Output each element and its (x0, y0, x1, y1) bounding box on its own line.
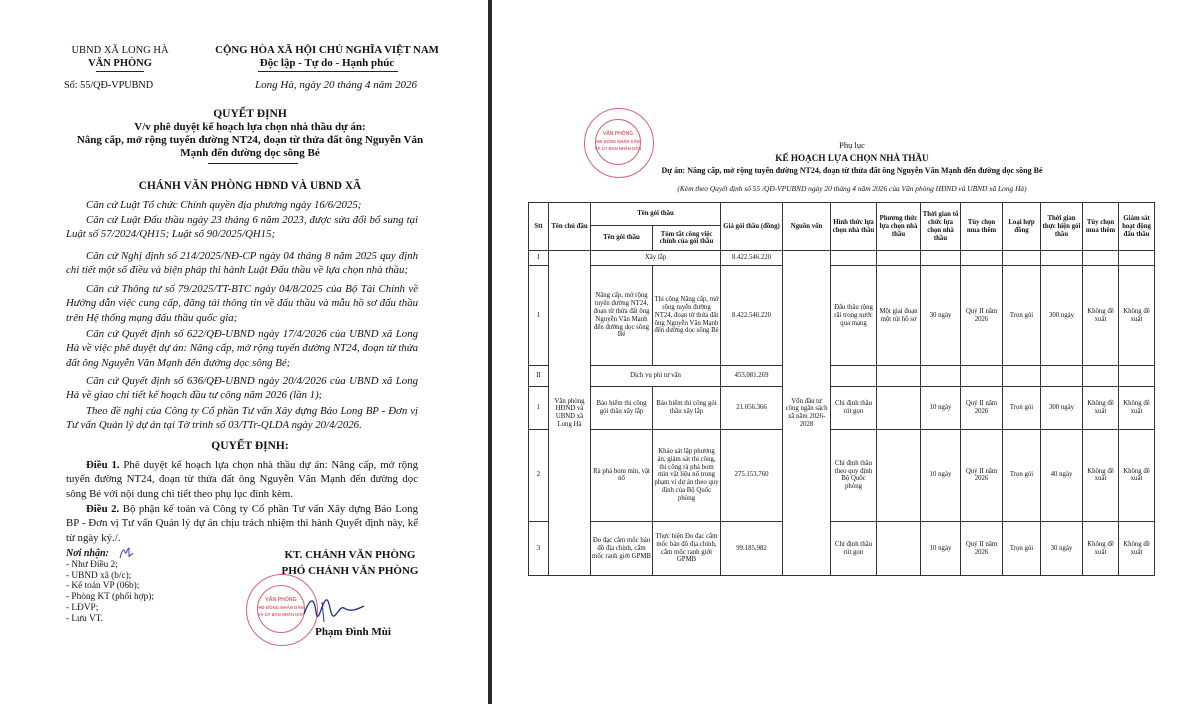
national-motto: CỘNG HÒA XÃ HỘI CHỦ NGHĨA VIỆT NAM (215, 44, 439, 56)
subject-line3: Mạnh đến đường dọc sông Bé (180, 147, 320, 159)
col-supervision: Giám sát hoạt động đấu thầu (1119, 203, 1155, 251)
row-start: Quý II năm 2026 (961, 429, 1003, 522)
document-title: QUYẾT ĐỊNH (213, 108, 287, 120)
col-package-group: Tên gói thầu (591, 203, 721, 226)
row-option: Không đề xuất (1083, 522, 1119, 576)
recipient-item: - LĐVP; (66, 602, 99, 613)
table-row (529, 522, 1155, 576)
row-mode (877, 387, 921, 429)
row-price: 21.056.366 (721, 387, 783, 429)
source-cell: Vốn đầu tư công ngân sách xã năm 2026-2028 (783, 251, 831, 576)
article-1-label: Điều 1. (86, 459, 120, 471)
col-package-name: Tên gói thầu (591, 226, 653, 251)
recipient-item: - Phòng KT (phối hợp); (66, 592, 154, 603)
seal-line2: HĐ ĐỒNG NHÂN DÂN (258, 605, 304, 610)
basis-paragraph: Theo đề nghị của Công ty Cổ phần Tư vấn Xây dựng Bảo Long BP - Đơn vị Tư vấn Quản lý dự án tại Tờ trình số 03/TTr-QLDA ngày 20/4/2026. (66, 405, 418, 432)
sign-role-1: KT. CHÁNH VĂN PHÒNG (284, 549, 416, 561)
article-2 (66, 502, 418, 545)
section-name: Dịch vụ phi tư vấn (591, 366, 721, 387)
row-supervision: Không đề xuất (1119, 522, 1155, 576)
initials-mark (118, 546, 134, 560)
decision-number: Số: 55/QĐ-VPUBND (64, 80, 154, 91)
subject-line2: Nâng cấp, mở rộng tuyến đường NT24, đoạn từ thửa đất ông Nguyễn Văn (76, 134, 424, 146)
col-start: Tùy chọn mua thêm (961, 203, 1003, 251)
decides-heading: QUYẾT ĐỊNH: (211, 440, 289, 452)
appendix-title: KẾ HOẠCH LỰA CHỌN NHÀ THẦU (775, 153, 929, 163)
basis-paragraph: Căn cứ Luật Tổ chức Chính quyền địa phương ngày 16/6/2025; (86, 199, 362, 211)
article-1-text: Phê duyệt kế hoạch lựa chọn nhà thầu dự án: Nâng cấp, mở rộng tuyến đường NT24, đoạn từ thửa đất ông Nguyễn Văn Mạnh đến đường dọc sông Bé với nội dung chi tiết theo phụ lục đính kèm. (66, 459, 418, 500)
row-stt: 3 (529, 522, 549, 576)
appendix-seal-line2: HĐ ĐỒNG NHÂN DÂN (596, 139, 640, 144)
row-exec: 300 ngày (1041, 387, 1083, 429)
appendix-seal-line3: VÀ ỦY BAN NHÂN DÂN (594, 146, 642, 151)
col-method: Hình thức lựa chọn nhà thầu (831, 203, 877, 251)
basis-paragraph: Căn cứ Nghị định số 214/2025/NĐ-CP ngày 04 tháng 8 năm 2025 quy định chi tiết một số điều và biện pháp thi hành Luật Đấu thầu về lựa chọn nhà thầu; (66, 250, 418, 277)
appendix-seal-line1: VĂN PHÒNG (602, 131, 634, 137)
row-supervision: Không đề xuất (1119, 387, 1155, 429)
row-supervision: Không đề xuất (1119, 266, 1155, 366)
row-supervision: Không đề xuất (1119, 429, 1155, 522)
col-duration: Thời gian tổ chức lựa chọn nhà thầu (921, 203, 961, 251)
sign-role-2: PHÓ CHÁNH VĂN PHÒNG (281, 565, 419, 577)
row-stt: 1 (529, 387, 549, 429)
row-summary: Thực hiện Đo đạc cắm mốc bản đồ địa chính, cắm mốc ranh giới GPMB (653, 522, 721, 576)
col-owner: Tên chủ đầu (549, 203, 591, 251)
agency-line1: UBND XÃ LONG HÀ (71, 45, 169, 56)
row-mode (877, 429, 921, 522)
row-stt: 2 (529, 429, 549, 522)
row-option: Không đề xuất (1083, 266, 1119, 366)
row-method: Chỉ định thầu rút gọn (831, 387, 877, 429)
basis-paragraph: Căn cứ Quyết định số 636/QĐ-UBND ngày 20/4/2026 của UBND xã Long Hà về giao chi tiết kế hoạch đầu tư công năm 2026 (lần 1); (66, 375, 418, 402)
row-method: Chỉ định thầu theo quy định Bộ Quốc phòng (831, 429, 877, 522)
section-total: 8.422.546.220 (721, 251, 783, 266)
row-duration: 30 ngày (921, 266, 961, 366)
decision-page (0, 0, 488, 704)
row-start: Quý II năm 2026 (961, 266, 1003, 366)
row-option: Không đề xuất (1083, 429, 1119, 522)
row-duration: 10 ngày (921, 522, 961, 576)
col-exec-time: Thời gian thực hiện gói thầu (1041, 203, 1083, 251)
row-mode (877, 522, 921, 576)
col-mode: Phương thức lựa chọn nhà thầu (877, 203, 921, 251)
row-price: 8.422.546.220 (721, 266, 783, 366)
basis-paragraph: Căn cứ Luật Đấu thầu ngày 23 tháng 6 năm 2023, được sửa đổi bổ sung tại Luật số 57/2024/QH15; Luật số 90/2025/QH15; (66, 214, 418, 241)
signer-name: Phạm Đình Mùi (315, 626, 391, 638)
selection-plan-table (528, 202, 1155, 576)
section-total: 453.081.269 (721, 366, 783, 387)
table-row (529, 266, 1155, 366)
motto-line: Độc lập - Tự do - Hạnh phúc (259, 57, 395, 69)
recipient-item: - Kế toán VP (06b); (66, 581, 140, 592)
appendix-project: Dự án: Nâng cấp, mở rộng tuyến đường NT24, đoạn từ thửa đất ông Nguyễn Văn Mạnh đến đường dọc sông Bé (661, 166, 1043, 175)
recipients-title: Nơi nhận: (66, 548, 109, 559)
row-package-name: Rà phá bom mìn, vật nổ (591, 429, 653, 522)
issuing-authority: CHÁNH VĂN PHÒNG HĐND VÀ UBND XÃ (138, 180, 362, 192)
section-name: Xây lắp (591, 251, 721, 266)
section-row (529, 366, 1155, 387)
row-contract: Trọn gói (1003, 522, 1041, 576)
row-start: Quý II năm 2026 (961, 387, 1003, 429)
row-option: Không đề xuất (1083, 387, 1119, 429)
appendix-page (492, 0, 1200, 704)
row-mode: Một giai đoạn một túi hồ sơ (877, 266, 921, 366)
section-roman: II (529, 366, 549, 387)
col-price: Giá gói thầu (đồng) (721, 203, 783, 251)
recipient-item: - UBND xã (b/c); (66, 570, 132, 581)
row-price: 275.153.760 (721, 429, 783, 522)
row-start: Quý II năm 2026 (961, 522, 1003, 576)
col-option: Tùy chọn mua thêm (1083, 203, 1119, 251)
row-package-name: Đo đạc cắm mốc bản đồ địa chính, cắm mốc ranh giới GPMB (591, 522, 653, 576)
row-method: Đấu thầu rộng rãi trong nước qua mạng (831, 266, 877, 366)
recipients (66, 549, 216, 625)
row-summary: Khảo sát lập phương án, giám sát thi công, thi công rà phá bom mìn vật liệu nổ trong phạm vi dự án theo quy định của Bộ Quốc phòng (653, 429, 721, 522)
seal-line1: VĂN PHÒNG (265, 597, 297, 603)
section-roman: I (529, 251, 549, 266)
row-exec: 300 ngày (1041, 266, 1083, 366)
row-stt: 1 (529, 266, 549, 366)
row-summary: Bảo hiểm thi công gói thầu xây lắp (653, 387, 721, 429)
col-contract: Loại hợp đồng (1003, 203, 1041, 251)
article-1 (66, 458, 418, 501)
row-duration: 10 ngày (921, 429, 961, 522)
article-2-label: Điều 2. (86, 503, 120, 515)
row-contract: Trọn gói (1003, 429, 1041, 522)
recipient-item: - Lưu VT. (66, 613, 103, 624)
basis-paragraph: Căn cứ Quyết định số 622/QĐ-UBND ngày 17/4/2026 của UBND xã Long Hà về việc phê duyệt dự án: Nâng cấp, mở rộng tuyến đường NT24, đoạn từ thửa đất ông Nguyễn Văn Mạnh đến đường dọc sông Bé; (66, 328, 418, 369)
article-2-text: Bộ phận kế toán và Công ty Cổ phần Tư vấn Xây dựng Bảo Long BP - Đơn vị Tư vấn Quản lý dự án chịu trách nhiệm thi hành Quyết định này, kể từ ngày ký./. (66, 503, 418, 544)
row-package-name: Nâng cấp, mở rộng tuyến đường NT24, đoạn từ thửa đất ông Nguyễn Văn Mạnh đến đường dọc sông Bé (591, 266, 653, 366)
row-package-name: Bảo hiểm thi công gói thầu xây lắp (591, 387, 653, 429)
row-exec: 40 ngày (1041, 429, 1083, 522)
appendix-attach-note: (Kèm theo Quyết định số 55 /QĐ-VPUBND ngày 20 tháng 4 năm 2026 của Văn phòng HĐND và UBND xã Long Hà) (677, 184, 1027, 193)
seal-line3: VÀ ỦY BAN NHÂN DÂN (257, 612, 305, 617)
place-date: Long Hà, ngày 20 tháng 4 năm 2026 (255, 79, 417, 91)
basis-paragraph: Căn cứ Thông tư số 79/2025/TT-BTC ngày 04/8/2025 của Bộ Tài Chính về Hướng dẫn việc cung cấp, đăng tải thông tin về đấu thầu và mẫu hồ sơ đấu thầu trên Hệ thống mạng đấu thầu quốc gia; (66, 283, 418, 324)
section-row (529, 251, 1155, 266)
recipient-item: - Như Điều 2; (66, 559, 118, 570)
agency-line2: VĂN PHÒNG (88, 58, 152, 69)
row-contract: Trọn gói (1003, 387, 1041, 429)
col-source: Nguồn vốn (783, 203, 831, 251)
owner-cell: Văn phòng HĐND và UBND xã Long Hà (549, 251, 591, 576)
row-exec: 30 ngày (1041, 522, 1083, 576)
row-contract: Trọn gói (1003, 266, 1041, 366)
row-summary: Thi công Nâng cấp, mở rộng tuyến đường NT24, đoạn từ thửa đất ông Nguyễn Văn Mạnh đến đường dọc sông Bé (653, 266, 721, 366)
appendix-label: Phụ lục (839, 140, 865, 150)
row-method: Chỉ định thầu rút gọn (831, 522, 877, 576)
row-price: 99.185.982 (721, 522, 783, 576)
col-package-summary: Tóm tắt công việc chính của gói thầu (653, 226, 721, 251)
col-stt: Stt (529, 203, 549, 251)
table-row (529, 429, 1155, 522)
row-duration: 10 ngày (921, 387, 961, 429)
subject-line1: V/v phê duyệt kế hoạch lựa chọn nhà thầu dự án: (134, 121, 366, 133)
table-row (529, 387, 1155, 429)
